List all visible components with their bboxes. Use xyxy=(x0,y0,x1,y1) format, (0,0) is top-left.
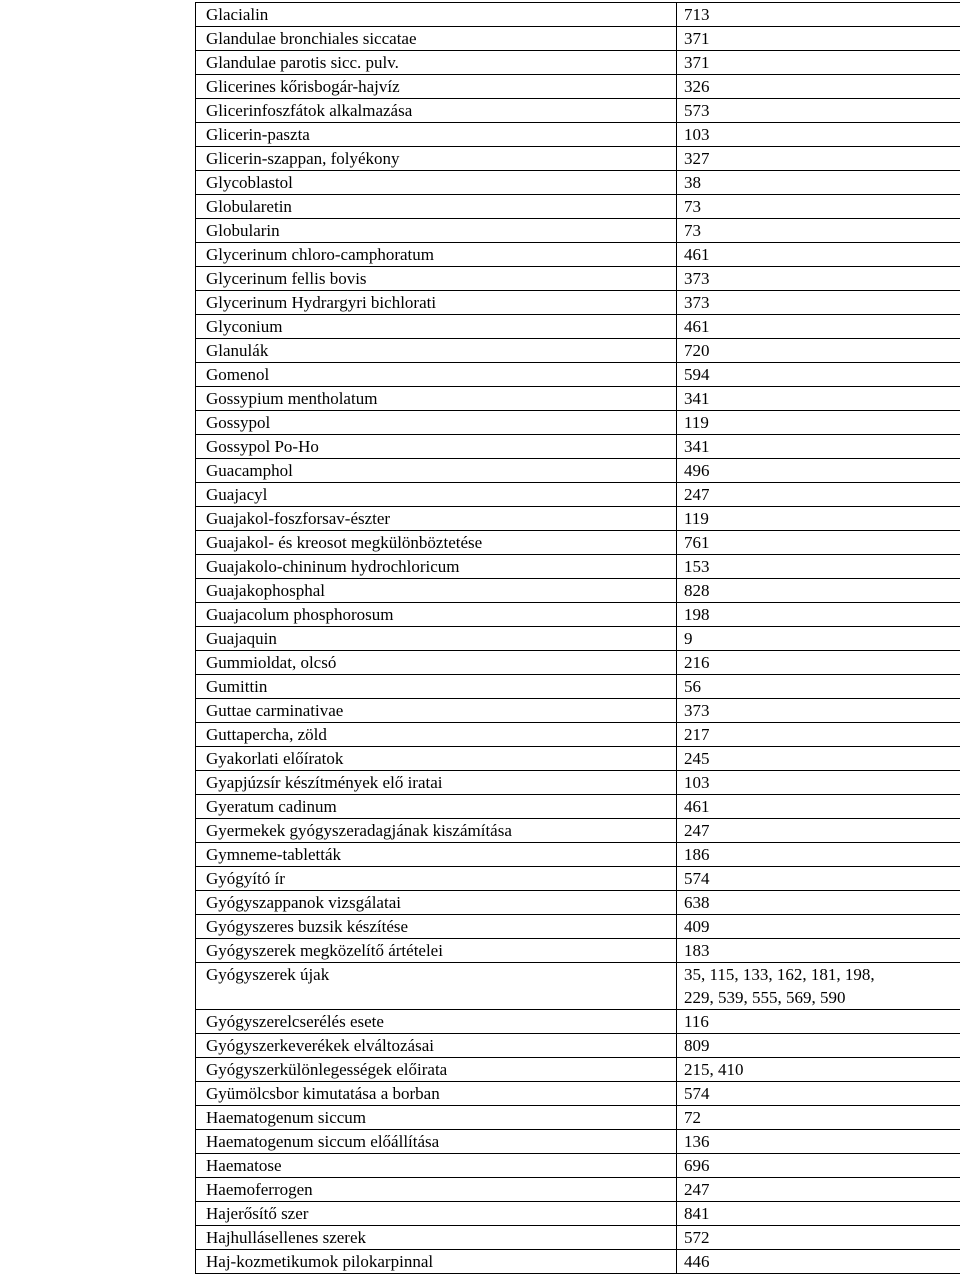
index-page-numbers-line: 35, 115, 133, 162, 181, 198, xyxy=(684,965,875,984)
index-term: Haematogenum siccum előállítása xyxy=(196,1130,677,1154)
index-page-numbers: 38 xyxy=(677,171,960,195)
index-term: Guajakolo-chininum hydrochloricum xyxy=(196,555,677,579)
index-row xyxy=(196,219,960,243)
index-page-numbers-line: 229, 539, 555, 569, 590 xyxy=(684,988,846,1007)
index-row xyxy=(196,147,960,171)
index-row xyxy=(196,867,960,891)
index-row xyxy=(196,411,960,435)
index-page-numbers: 713 xyxy=(677,3,960,27)
index-page-numbers: 341 xyxy=(677,435,960,459)
index-term: Guajakol-foszforsav-észter xyxy=(196,507,677,531)
index-term: Glycerinum Hydrargyri bichlorati xyxy=(196,291,677,315)
index-term: Hajerősítő szer xyxy=(196,1202,677,1226)
index-term: Glycerinum chloro-camphoratum xyxy=(196,243,677,267)
index-term: Haematogenum siccum xyxy=(196,1106,677,1130)
index-row xyxy=(196,339,960,363)
index-row xyxy=(196,555,960,579)
index-row xyxy=(196,603,960,627)
index-row xyxy=(196,3,960,27)
index-page-numbers: 198 xyxy=(677,603,960,627)
index-page-numbers xyxy=(677,963,960,1010)
index-term: Gyakorlati előíratok xyxy=(196,747,677,771)
index-page-numbers: 73 xyxy=(677,219,960,243)
index-row xyxy=(196,531,960,555)
index-page-numbers: 841 xyxy=(677,1202,960,1226)
index-row xyxy=(196,459,960,483)
index-page-numbers: 247 xyxy=(677,819,960,843)
index-term: Gyermekek gyógyszeradagjának kiszámítása xyxy=(196,819,677,843)
index-page-numbers: 594 xyxy=(677,363,960,387)
index-row xyxy=(196,507,960,531)
index-row xyxy=(196,1010,960,1034)
index-page-numbers: 103 xyxy=(677,771,960,795)
index-term: Glanulák xyxy=(196,339,677,363)
index-term: Guttapercha, zöld xyxy=(196,723,677,747)
index-page-numbers: 720 xyxy=(677,339,960,363)
index-term: Gyógyszerkeverékek elváltozásai xyxy=(196,1034,677,1058)
index-row xyxy=(196,387,960,411)
index-term: Gumittin xyxy=(196,675,677,699)
index-page-numbers: 326 xyxy=(677,75,960,99)
index-term: Gyógyszerek megközelítő ártételei xyxy=(196,939,677,963)
index-page-numbers: 215, 410 xyxy=(677,1058,960,1082)
index-term: Gossypol xyxy=(196,411,677,435)
index-page-numbers: 761 xyxy=(677,531,960,555)
index-page-numbers: 245 xyxy=(677,747,960,771)
index-term: Guajacyl xyxy=(196,483,677,507)
index-page-numbers: 119 xyxy=(677,411,960,435)
index-row xyxy=(196,939,960,963)
index-page-numbers: 574 xyxy=(677,1082,960,1106)
index-row xyxy=(196,51,960,75)
index-page-numbers: 573 xyxy=(677,99,960,123)
index-row xyxy=(196,435,960,459)
index-row xyxy=(196,243,960,267)
index-row xyxy=(196,1202,960,1226)
index-page-numbers: 136 xyxy=(677,1130,960,1154)
index-row xyxy=(196,1058,960,1082)
index-page-numbers: 119 xyxy=(677,507,960,531)
index-term: Glandulae bronchiales siccatae xyxy=(196,27,677,51)
index-page-numbers: 217 xyxy=(677,723,960,747)
index-page-numbers: 461 xyxy=(677,795,960,819)
index-row xyxy=(196,171,960,195)
index-term: Gyógyszeres buzsik készítése xyxy=(196,915,677,939)
index-page-numbers: 153 xyxy=(677,555,960,579)
index-term: Glicerin-szappan, folyékony xyxy=(196,147,677,171)
index-row xyxy=(196,267,960,291)
index-row xyxy=(196,819,960,843)
index-term: Glyconium xyxy=(196,315,677,339)
index-page-numbers: 72 xyxy=(677,1106,960,1130)
index-term: Guajakophosphal xyxy=(196,579,677,603)
index-row xyxy=(196,75,960,99)
index-page-numbers: 247 xyxy=(677,1178,960,1202)
index-page-numbers: 461 xyxy=(677,243,960,267)
index-term: Guajaquin xyxy=(196,627,677,651)
index-page-numbers: 183 xyxy=(677,939,960,963)
index-term: Gyógyszerkülönlegességek előirata xyxy=(196,1058,677,1082)
index-row xyxy=(196,123,960,147)
index-row xyxy=(196,1250,960,1274)
index-term: Guacamphol xyxy=(196,459,677,483)
index-term: Guajakol- és kreosot megkülönböztetése xyxy=(196,531,677,555)
index-term: Haemoferrogen xyxy=(196,1178,677,1202)
index-term: Gyógyító ír xyxy=(196,867,677,891)
index-row xyxy=(196,795,960,819)
index-row xyxy=(196,915,960,939)
index-row xyxy=(196,291,960,315)
index-term: Glycoblastol xyxy=(196,171,677,195)
index-term: Gyógyszerek újak xyxy=(196,963,677,1010)
index-page-numbers: 373 xyxy=(677,267,960,291)
index-term: Gyógyszerelcserélés esete xyxy=(196,1010,677,1034)
index-page-numbers: 373 xyxy=(677,699,960,723)
index-term: Glandulae parotis sicc. pulv. xyxy=(196,51,677,75)
index-term: Haematose xyxy=(196,1154,677,1178)
index-row xyxy=(196,1226,960,1250)
index-row xyxy=(196,195,960,219)
index-term: Globularetin xyxy=(196,195,677,219)
index-term: Gossypium mentholatum xyxy=(196,387,677,411)
index-page-numbers: 446 xyxy=(677,1250,960,1274)
index-page-numbers: 186 xyxy=(677,843,960,867)
index-row xyxy=(196,1130,960,1154)
index-row xyxy=(196,747,960,771)
index-page-numbers: 73 xyxy=(677,195,960,219)
index-page-numbers: 9 xyxy=(677,627,960,651)
index-row xyxy=(196,699,960,723)
index-page-numbers: 572 xyxy=(677,1226,960,1250)
index-term: Haj-kozmetikumok pilokarpinnal xyxy=(196,1250,677,1274)
index-row xyxy=(196,723,960,747)
index-term: Glycerinum fellis bovis xyxy=(196,267,677,291)
index-page-numbers: 696 xyxy=(677,1154,960,1178)
index-term: Globularin xyxy=(196,219,677,243)
index-term: Guajacolum phosphorosum xyxy=(196,603,677,627)
index-row xyxy=(196,963,960,1010)
index-page-numbers: 574 xyxy=(677,867,960,891)
index-row xyxy=(196,675,960,699)
index-term: Glicerinfoszfátok alkalmazása xyxy=(196,99,677,123)
index-row xyxy=(196,1082,960,1106)
index-term: Gyógyszappanok vizsgálatai xyxy=(196,891,677,915)
index-row xyxy=(196,1034,960,1058)
index-term: Gyapjúzsír készítmények elő iratai xyxy=(196,771,677,795)
index-page-numbers: 247 xyxy=(677,483,960,507)
index-row xyxy=(196,99,960,123)
index-row xyxy=(196,843,960,867)
index-row xyxy=(196,1178,960,1202)
index-row xyxy=(196,771,960,795)
index-table-body xyxy=(196,3,960,1274)
index-row xyxy=(196,891,960,915)
index-term: Glacialin xyxy=(196,3,677,27)
index-term: Gymneme-tabletták xyxy=(196,843,677,867)
index-page-numbers: 56 xyxy=(677,675,960,699)
index-page-numbers: 371 xyxy=(677,27,960,51)
index-page-numbers: 327 xyxy=(677,147,960,171)
index-term: Gummioldat, olcsó xyxy=(196,651,677,675)
index-row xyxy=(196,1154,960,1178)
index-table xyxy=(195,2,960,1274)
index-row xyxy=(196,27,960,51)
index-page-numbers: 116 xyxy=(677,1010,960,1034)
index-term: Gossypol Po-Ho xyxy=(196,435,677,459)
index-row xyxy=(196,1106,960,1130)
index-row xyxy=(196,579,960,603)
index-row xyxy=(196,363,960,387)
index-row xyxy=(196,627,960,651)
index-row xyxy=(196,651,960,675)
index-term: Gyümölcsbor kimutatása a borban xyxy=(196,1082,677,1106)
index-page-numbers: 373 xyxy=(677,291,960,315)
index-row xyxy=(196,483,960,507)
index-page-numbers: 828 xyxy=(677,579,960,603)
index-term: Gomenol xyxy=(196,363,677,387)
index-page-numbers: 103 xyxy=(677,123,960,147)
index-term: Gyeratum cadinum xyxy=(196,795,677,819)
index-page-numbers: 216 xyxy=(677,651,960,675)
index-page-numbers: 341 xyxy=(677,387,960,411)
index-page-numbers: 371 xyxy=(677,51,960,75)
index-page-numbers: 461 xyxy=(677,315,960,339)
index-term: Glicerines kőrisbogár-hajvíz xyxy=(196,75,677,99)
index-row xyxy=(196,315,960,339)
index-page-numbers: 809 xyxy=(677,1034,960,1058)
index-term: Glicerin-paszta xyxy=(196,123,677,147)
index-page-numbers: 496 xyxy=(677,459,960,483)
index-page-numbers: 409 xyxy=(677,915,960,939)
index-term: Hajhullásellenes szerek xyxy=(196,1226,677,1250)
index-term: Guttae carminativae xyxy=(196,699,677,723)
index-page-numbers: 638 xyxy=(677,891,960,915)
